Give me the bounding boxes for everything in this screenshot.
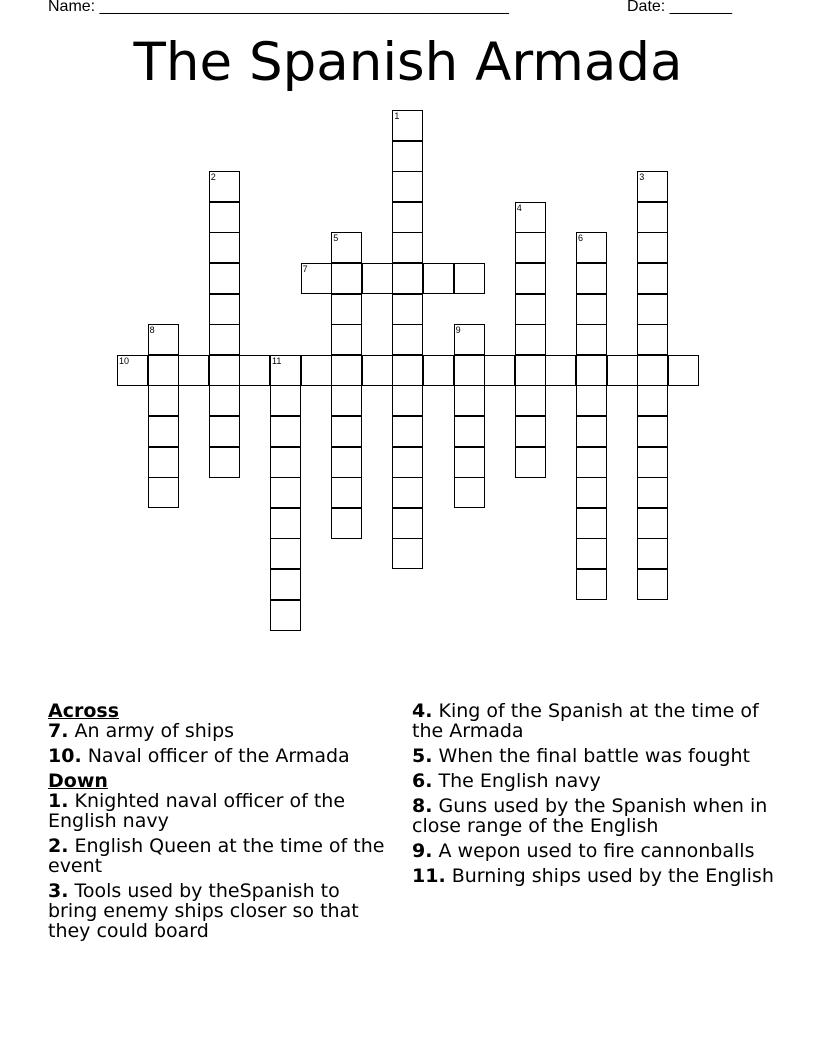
grid-cell[interactable]	[392, 416, 423, 447]
grid-cell[interactable]	[301, 355, 332, 386]
grid-cell[interactable]	[148, 324, 179, 355]
grid-cell[interactable]	[637, 294, 668, 325]
clue-number: 10.	[48, 745, 82, 767]
down-heading: Down	[48, 770, 108, 792]
grid-cell[interactable]	[148, 385, 179, 416]
grid-cell[interactable]	[515, 447, 546, 478]
cell-number: 5	[333, 233, 339, 244]
grid-cell[interactable]	[392, 294, 423, 325]
grid-cell[interactable]	[576, 324, 607, 355]
grid-cell[interactable]	[454, 416, 485, 447]
grid-cell[interactable]	[209, 416, 240, 447]
grid-cell[interactable]	[454, 324, 485, 355]
clue-text: Tools used by theSpanish to bring enemy ships closer so that they could board	[48, 880, 359, 942]
grid-cell[interactable]	[515, 232, 546, 263]
grid-cell[interactable]	[331, 385, 362, 416]
grid-cell[interactable]	[637, 416, 668, 447]
date-field[interactable]: Date: _______	[627, 0, 732, 15]
grid-cell[interactable]	[637, 385, 668, 416]
clue-down-4	[412, 701, 782, 741]
clue-text: English Queen at the time of the event	[48, 835, 385, 877]
grid-cell[interactable]	[423, 355, 454, 386]
grid-cell[interactable]	[270, 508, 301, 539]
clue-number: 9.	[412, 840, 433, 862]
grid-cell[interactable]	[270, 447, 301, 478]
grid-cell[interactable]	[148, 416, 179, 447]
grid-cell[interactable]	[484, 355, 515, 386]
grid-cell[interactable]	[270, 600, 301, 631]
grid-cell[interactable]	[515, 355, 546, 386]
cell-number: 9	[455, 325, 461, 336]
grid-cell[interactable]	[454, 477, 485, 508]
grid-cell[interactable]	[515, 385, 546, 416]
grid-cell[interactable]	[392, 538, 423, 569]
grid-cell[interactable]	[576, 508, 607, 539]
clue-down-3	[48, 881, 393, 941]
grid-cell[interactable]	[576, 447, 607, 478]
grid-cell[interactable]	[637, 538, 668, 569]
clue-number: 6.	[412, 770, 433, 792]
grid-cell[interactable]	[392, 232, 423, 263]
grid-cell[interactable]	[331, 232, 362, 263]
clue-down-11	[412, 866, 782, 886]
grid-cell[interactable]	[576, 263, 607, 294]
grid-cell[interactable]	[515, 294, 546, 325]
cell-number: 2	[210, 172, 216, 183]
grid-cell[interactable]	[392, 324, 423, 355]
grid-cell[interactable]	[454, 263, 485, 294]
grid-cell[interactable]	[423, 263, 454, 294]
grid-cell[interactable]	[545, 355, 576, 386]
cell-number: 4	[516, 202, 522, 213]
grid-cell[interactable]	[515, 416, 546, 447]
grid-cell[interactable]	[209, 385, 240, 416]
across-heading: Across	[48, 700, 120, 722]
grid-cell[interactable]	[270, 569, 301, 600]
grid-cell[interactable]	[209, 447, 240, 478]
clue-across-10	[48, 746, 393, 766]
clue-down-2	[48, 836, 393, 876]
grid-cell[interactable]	[576, 569, 607, 600]
grid-cell[interactable]	[454, 447, 485, 478]
grid-cell[interactable]	[637, 569, 668, 600]
clues-left-column	[48, 701, 393, 946]
clue-number: 5.	[412, 745, 433, 767]
grid-cell[interactable]	[392, 508, 423, 539]
clue-text: Burning ships used by the English	[451, 865, 774, 887]
grid-cell[interactable]	[637, 355, 668, 386]
grid-cell[interactable]	[515, 324, 546, 355]
clue-text: The English navy	[438, 770, 601, 792]
grid-cell[interactable]	[148, 447, 179, 478]
grid-cell[interactable]	[576, 232, 607, 263]
clue-text: A wepon used to fire cannonballs	[438, 840, 755, 862]
clue-number: 2.	[48, 835, 69, 857]
cell-number: 8	[149, 325, 155, 336]
grid-cell[interactable]	[209, 171, 240, 202]
cell-number: 6	[578, 233, 584, 244]
grid-cell[interactable]	[392, 385, 423, 416]
grid-cell[interactable]	[209, 263, 240, 294]
grid-cell[interactable]	[148, 477, 179, 508]
grid-cell[interactable]	[301, 263, 332, 294]
grid-cell[interactable]	[576, 355, 607, 386]
clue-across-7	[48, 721, 393, 741]
grid-cell[interactable]	[209, 294, 240, 325]
clue-number: 7.	[48, 720, 69, 742]
grid-cell[interactable]	[331, 447, 362, 478]
grid-cell[interactable]	[576, 416, 607, 447]
grid-cell[interactable]	[270, 385, 301, 416]
grid-cell[interactable]	[362, 263, 393, 294]
clue-number: 1.	[48, 790, 69, 812]
grid-cell[interactable]	[331, 416, 362, 447]
grid-cell[interactable]	[331, 477, 362, 508]
clue-text: When the final battle was fought	[438, 745, 750, 767]
cell-number: 7	[302, 264, 308, 274]
cell-number: 10	[119, 355, 130, 366]
grid-cell[interactable]	[637, 263, 668, 294]
grid-cell[interactable]	[270, 538, 301, 569]
grid-cell[interactable]	[637, 477, 668, 508]
grid-cell[interactable]	[392, 477, 423, 508]
clue-text: An army of ships	[74, 720, 235, 742]
grid-cell[interactable]	[637, 232, 668, 263]
page-title: The Spanish Armada	[133, 32, 683, 93]
clue-text: King of the Spanish at the time of the Armada	[412, 700, 759, 742]
grid-cell[interactable]	[270, 416, 301, 447]
grid-cell[interactable]	[331, 355, 362, 386]
cell-number: 3	[639, 172, 645, 183]
grid-cell[interactable]	[637, 324, 668, 355]
clue-down-6	[412, 771, 782, 791]
grid-cell[interactable]	[209, 232, 240, 263]
grid-cell[interactable]	[331, 263, 362, 294]
grid-cell[interactable]	[209, 355, 240, 386]
grid-cell[interactable]	[607, 355, 638, 386]
grid-cell[interactable]	[515, 202, 546, 233]
grid-cell[interactable]	[239, 355, 270, 386]
clue-text: Knighted naval officer of the English navy	[48, 790, 346, 832]
clues-right-column	[412, 701, 782, 891]
grid-cell[interactable]	[209, 324, 240, 355]
grid-cell[interactable]	[576, 385, 607, 416]
clue-down-5	[412, 746, 782, 766]
grid-cell[interactable]	[637, 202, 668, 233]
grid-cell[interactable]	[331, 324, 362, 355]
clue-down-1	[48, 791, 393, 831]
grid-cell[interactable]	[331, 508, 362, 539]
grid-cell[interactable]	[392, 141, 423, 172]
clue-down-9	[412, 841, 782, 861]
grid-cell[interactable]	[576, 538, 607, 569]
grid-cell[interactable]	[148, 355, 179, 386]
grid-cell[interactable]	[209, 202, 240, 233]
grid-cell[interactable]	[392, 171, 423, 202]
grid-cell[interactable]	[392, 110, 423, 141]
clue-number: 11.	[412, 865, 446, 887]
grid-cell[interactable]	[454, 355, 485, 386]
clue-number: 3.	[48, 880, 69, 902]
grid-cell[interactable]	[576, 294, 607, 325]
cell-number: 1	[394, 111, 400, 121]
grid-cell[interactable]	[668, 355, 699, 386]
grid-cell[interactable]	[576, 477, 607, 508]
grid-cell[interactable]	[117, 355, 148, 386]
clue-number: 4.	[412, 700, 433, 722]
grid-cell[interactable]	[392, 202, 423, 233]
grid-cell[interactable]	[454, 385, 485, 416]
grid-cell[interactable]	[392, 263, 423, 294]
grid-cell[interactable]	[392, 447, 423, 478]
grid-cell[interactable]	[515, 263, 546, 294]
clue-text: Guns used by the Spanish when in close range of the English	[412, 795, 768, 837]
grid-cell[interactable]	[270, 355, 301, 386]
cell-number: 11	[272, 355, 282, 366]
grid-cell[interactable]	[178, 355, 209, 386]
clue-number: 8.	[412, 795, 433, 817]
name-field[interactable]: Name: ______________________________________________	[48, 0, 509, 15]
grid-cell[interactable]	[637, 447, 668, 478]
grid-cell[interactable]	[637, 171, 668, 202]
clue-down-8	[412, 796, 782, 836]
grid-cell[interactable]	[270, 477, 301, 508]
grid-cell[interactable]	[392, 355, 423, 386]
grid-cell[interactable]	[331, 294, 362, 325]
grid-cell[interactable]	[637, 508, 668, 539]
clue-text: Naval officer of the Armada	[87, 745, 350, 767]
grid-cell[interactable]	[362, 355, 393, 386]
